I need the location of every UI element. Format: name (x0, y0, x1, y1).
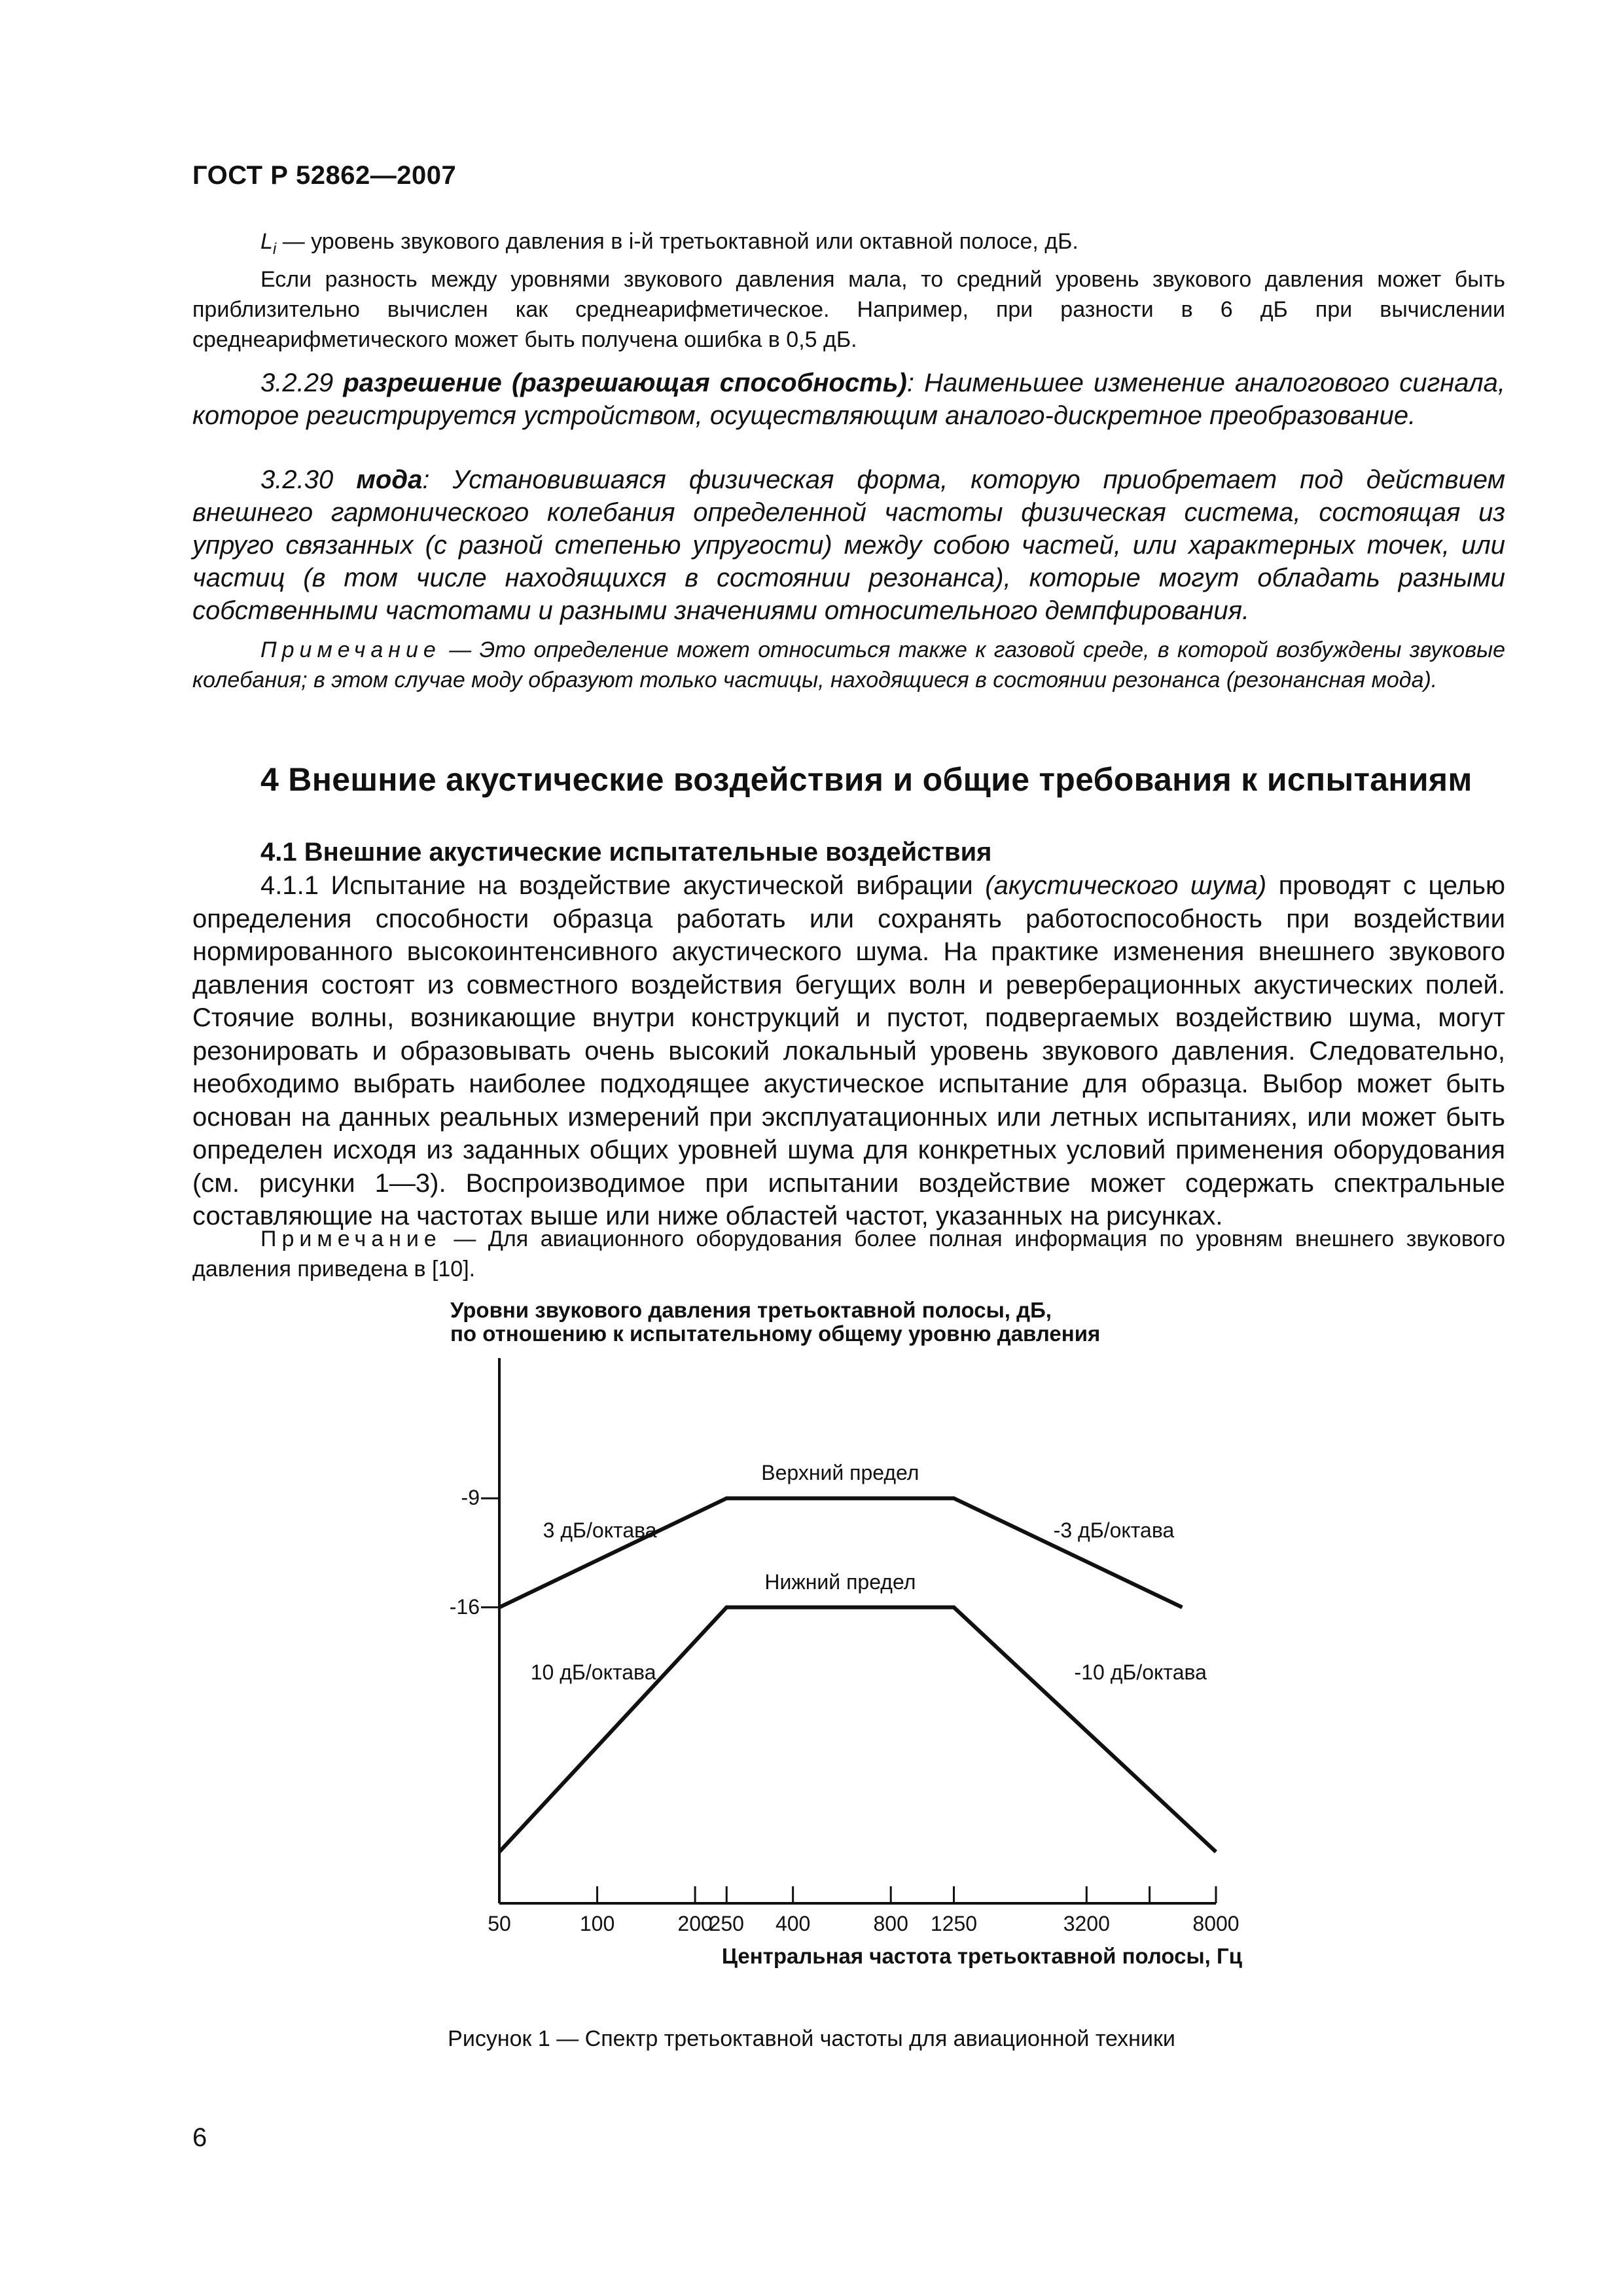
chart-x-tick-label: 800 (873, 1912, 908, 1935)
def-3-2-29-text: : Наименьшее изменение аналогового сигнала, которое регистрируется устройством, осуществляющим аналого-дискретное преобразование. (192, 368, 1505, 430)
chart-x-tick-label: 8000 (1192, 1912, 1240, 1935)
definition-3-2-30 (192, 463, 1505, 627)
lower-limit-line (499, 1607, 1216, 1852)
para-4-1-1-text-a: Испытание на воздействие акустической вибрации (318, 871, 986, 900)
spectrum-chart (0, 1283, 1623, 2016)
page-number: 6 (192, 2123, 207, 2152)
note-1-label: Примечание (260, 637, 441, 662)
upper-right-slope-label: -3 дБ/октава (1053, 1518, 1175, 1543)
chart-xlabel: Центральная частота третьоктавной полосы, Гц (721, 1944, 1242, 1968)
chart-x-tick-label: 3200 (1063, 1912, 1110, 1935)
figure-caption: Рисунок 1 — Спектр третьоктавной частоты для авиационной техники (448, 2026, 1175, 2051)
def-3-2-29-number: 3.2.29 (260, 368, 334, 397)
li-symbol-subscript: i (272, 240, 277, 258)
upper-left-slope-label: 3 дБ/октава (543, 1518, 657, 1543)
chart-x-tick-label: 200 (677, 1912, 713, 1935)
difference-paragraph: Если разность между уровнями звукового давления мала, то средний уровень звукового давления может быть приблизительно вычислен как среднеарифметическое. Например, при разности в 6 дБ при вычислении среднеарифметического может быть получена ошибка в 0,5 дБ. (192, 267, 1505, 352)
section-4-heading: 4 Внешние акустические воздействия и общие требования к испытаниям (260, 761, 1472, 798)
lower-right-slope-label: -10 дБ/октава (1074, 1660, 1207, 1684)
li-symbol: L (260, 229, 273, 254)
para-4-1-1-number: 4.1.1 (260, 871, 319, 900)
paragraph-4-1-1 (192, 869, 1505, 1233)
chart-x-tick-label: 400 (775, 1912, 811, 1935)
li-text: — уровень звукового давления в i-й третьоктавной или октавной полосе, дБ. (276, 229, 1079, 254)
document-header: ГОСТ Р 52862—2007 (192, 161, 457, 190)
note-2-text: — Для авиационного оборудования более полная информация по уровням внешнего звукового давления приведена в [10]. (192, 1227, 1505, 1282)
chart-x-tick-label: 250 (709, 1912, 744, 1935)
note-mode (192, 635, 1505, 695)
chart-x-tick-label: 100 (579, 1912, 615, 1935)
lower-limit-label: Нижний предел (764, 1570, 916, 1594)
def-3-2-30-number: 3.2.30 (260, 465, 334, 494)
section-4-1-heading: 4.1 Внешние акустические испытательные воздействия (260, 838, 992, 867)
definition-3-2-29 (192, 367, 1505, 432)
li-definition (192, 226, 1505, 355)
para-4-1-1-text-b: (акустического шума) (985, 871, 1267, 900)
lower-left-slope-label: 10 дБ/октава (530, 1660, 656, 1684)
chart-x-tick-label: 50 (488, 1912, 511, 1935)
def-3-2-30-term: мода (356, 465, 423, 494)
note-aviation (192, 1224, 1505, 1284)
def-3-2-29-term: разрешение (разрешающая способность) (343, 368, 907, 397)
note-2-label: Примечание (260, 1227, 442, 1251)
upper-limit-label: Верхний предел (761, 1461, 919, 1485)
chart-y-tick-label: -9 (461, 1486, 480, 1510)
chart-ylabel-line1: Уровни звукового давления третьоктавной полосы, дБ, (450, 1298, 1052, 1322)
def-3-2-30-text: : Установившаяся физическая форма, которую приобретает под действием внешнего гармонического колебания определенной частоты физическая система, состоящая из упруго связанных (с разной степенью упругости) между собою частей, или характерных точек, или частиц (в том числе находящихся в состоянии резонанса), которые могут обладать разными собственными частотами и разными значениями относительного демпфирования. (192, 465, 1505, 625)
note-1-text: — Это определение может относиться также к газовой среде, в которой возбуждены звуковые колебания; в этом случае моду образуют только частицы, находящиеся в состоянии резонанса (резонансная мода). (192, 637, 1505, 692)
chart-y-tick-label: -16 (449, 1594, 480, 1619)
para-4-1-1-text-c: проводят с целью определения способности образца работать или сохранять работоспособность при воздействии нормированного высокоинтенсивного акустического шума. На практике изменения внешнего звукового давления состоят из совместного воздействия бегущих волн и реверберационных акустических полей. Стоячие волны, возникающие внутри конструкций и пустот, подвергаемых воздействию шума, могут резонировать и образовывать очень высокий локальный уровень звукового давления. Следовательно, необходимо выбрать наиболее подходящее акустическое испытание для образца. Выбор может быть основан на данных реальных измерений при эксплуатационных или летных испытаниях, или может быть определен исходя из заданных общих уровней шума для конкретных условий применения оборудования (см. рисунки 1—3). Воспроизводимое при испытании воздействие может содержать спектральные составляющие на частотах выше или ниже областей частот, указанных на рисунках. (192, 871, 1506, 1230)
chart-ylabel-line2: по отношению к испытательному общему уровню давления (450, 1321, 1101, 1346)
chart-x-tick-label: 1250 (930, 1912, 978, 1935)
